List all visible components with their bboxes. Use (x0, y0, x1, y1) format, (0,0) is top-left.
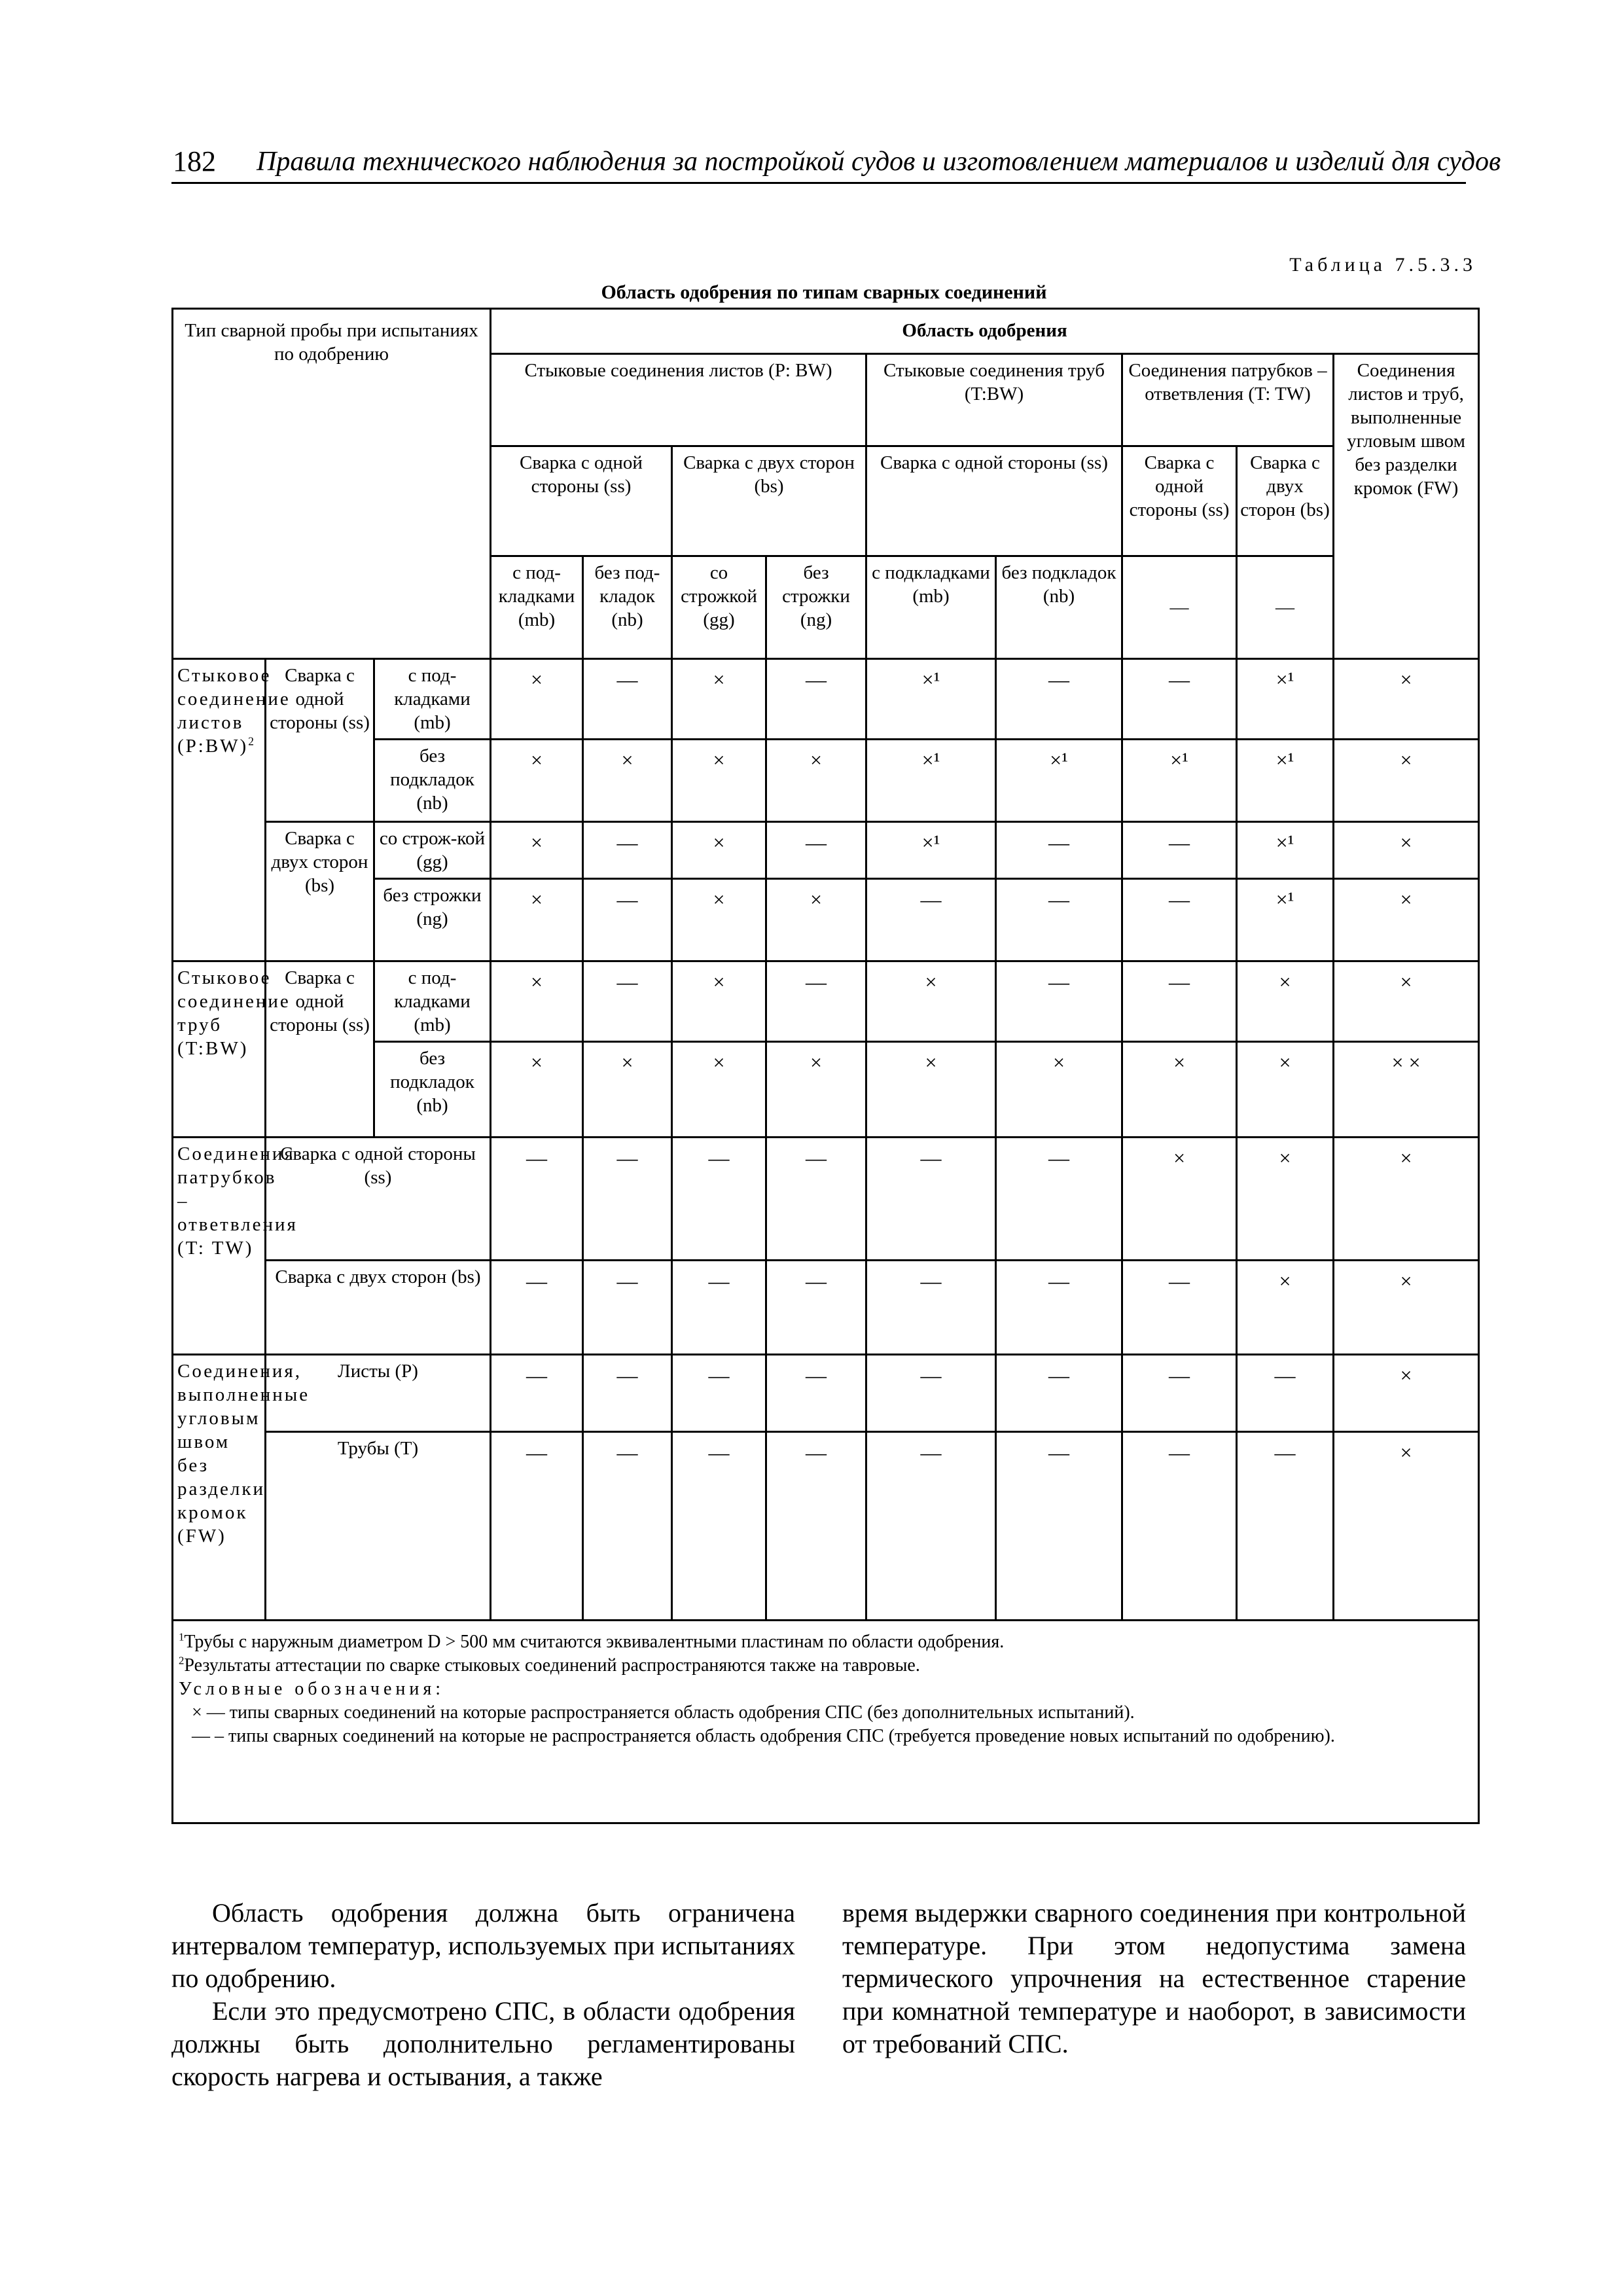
row-type-nb: без подкладок (nb) (374, 1042, 491, 1138)
cell: — (491, 1355, 583, 1432)
cell: — (583, 1261, 672, 1355)
cell: — (996, 1261, 1122, 1355)
cell: — (583, 1432, 672, 1621)
cell: × (672, 659, 766, 740)
cell: × (866, 1042, 996, 1138)
row-sub-pipes-ss: Сварка с одной стороны (ss) (266, 961, 374, 1138)
cell: × (1334, 1432, 1479, 1621)
row-type-gg: со строж-кой (gg) (374, 822, 491, 879)
cell: — (672, 1261, 766, 1355)
table-row (173, 1432, 1479, 1621)
col-header-nb: без под-кладок (nb) (583, 556, 672, 659)
cell: ×¹ (1237, 659, 1334, 740)
cell: × (491, 740, 583, 822)
row-sub-plates-ss: Сварка с одной стороны (ss) (266, 659, 374, 822)
cell: — (996, 961, 1122, 1042)
cell: × (766, 740, 866, 822)
group-plates-butt: Стыковые соединения листов (P: BW) (491, 354, 866, 446)
cell: — (1122, 822, 1237, 879)
row-sub-branch-bs: Сварка с двух сторон (bs) (266, 1261, 491, 1355)
legend-title: Условные обозначения: (179, 1679, 445, 1699)
col-header-branch-ss: — (1122, 556, 1237, 659)
group-branch: Соединения патрубков – ответвления (T: TW) (1122, 354, 1334, 446)
rowgroup-plates: Стыковое соединение листов (P:BW)$^2$ (173, 659, 266, 961)
note-2: $^2$Результаты аттестации по сварке стыковых соединений распространяются также на тавровые. (179, 1654, 920, 1676)
cell: — (866, 1261, 996, 1355)
legend-dash: — – типы сварных соединений на которые не распространяется область одобрения СПС (требуется проведение новых испытаний по одобрению). (192, 1726, 1335, 1746)
cell: × (491, 961, 583, 1042)
cell: ×¹ (866, 822, 996, 879)
cell: — (996, 879, 1122, 961)
cell: × (766, 879, 866, 961)
cell: — (1237, 1432, 1334, 1621)
cell: × (1334, 961, 1479, 1042)
paragraph: время выдержки сварного соединения при контрольной температуре. При этом недопустима замена термического упрочнения на естественное старение при комнатной температуре и наоборот, в зависимости от требований СПС. (842, 1898, 1466, 2058)
table-notes (173, 1621, 1479, 1823)
cell: × (1237, 961, 1334, 1042)
cell: ×¹ (1122, 740, 1237, 822)
cell: — (996, 822, 1122, 879)
cell: — (672, 1432, 766, 1621)
approval-table-container (171, 308, 1480, 1824)
cell: — (583, 879, 672, 961)
cell: — (1122, 1261, 1237, 1355)
row-sub-fillet-pipes: Трубы (T) (266, 1432, 491, 1621)
page-number: 182 (173, 145, 216, 177)
cell: × (1334, 1138, 1479, 1261)
row-sub-plates-bs: Сварка с двух сторон (bs) (266, 822, 374, 961)
table-number: Таблица 7.5.3.3 (1289, 254, 1476, 276)
cell: × (1122, 1138, 1237, 1261)
approval-table (171, 308, 1480, 1824)
table-row (173, 1355, 1479, 1432)
cell: — (1122, 1432, 1237, 1621)
cell: — (1122, 961, 1237, 1042)
cell: × (491, 822, 583, 879)
group-pipes-butt: Стыковые соединения труб (T:BW) (866, 354, 1122, 446)
cell: — (491, 1261, 583, 1355)
cell: — (583, 961, 672, 1042)
rowgroup-pipes: Стыковое соединение труб (T:BW) (173, 961, 266, 1138)
cell: × (866, 961, 996, 1042)
cell: — (491, 1432, 583, 1621)
paragraph: Область одобрения должна быть ограничена интервалом температур, используемых при испытаниях по одобрению. (171, 1898, 795, 1993)
col-header-pipe-nb: без подкладок (nb) (996, 556, 1122, 659)
table-row (173, 1261, 1479, 1355)
cell: — (1122, 659, 1237, 740)
subgroup-branch-ss: Сварка с одной стороны (ss) (1122, 446, 1237, 556)
cell: × (766, 1042, 866, 1138)
subgroup-pipes-ss: Сварка с одной стороны (ss) (866, 446, 1122, 556)
cell: × (491, 879, 583, 961)
cell: ×¹ (866, 740, 996, 822)
table-row (173, 961, 1479, 1042)
cell: × (996, 1042, 1122, 1138)
cell: — (766, 659, 866, 740)
table-row (173, 822, 1479, 879)
rowgroup-branch: Соединения патрубков – ответвления (T: TW) (173, 1138, 266, 1355)
row-type-ng: без строжки (ng) (374, 879, 491, 961)
cell: — (766, 1261, 866, 1355)
subgroup-plates-ss: Сварка с одной стороны (ss) (491, 446, 672, 556)
approval-area-header: Область одобрения (491, 309, 1479, 354)
cell: × (583, 740, 672, 822)
cell: — (766, 822, 866, 879)
subgroup-branch-bs: Сварка с двух сторон (bs) (1237, 446, 1334, 556)
cell: — (866, 1355, 996, 1432)
table-title: Область одобрения по типам сварных соединений (601, 281, 1047, 303)
cell: — (766, 961, 866, 1042)
cell: — (1237, 1355, 1334, 1432)
cell: — (766, 1432, 866, 1621)
cell: — (583, 1138, 672, 1261)
cell: × (1237, 1042, 1334, 1138)
col-header-ng: без строжки (ng) (766, 556, 866, 659)
cell: — (583, 822, 672, 879)
cell: × (1334, 659, 1479, 740)
cell: — (1122, 879, 1237, 961)
cell: — (672, 1138, 766, 1261)
cell: × (583, 1042, 672, 1138)
cell: × (1237, 1261, 1334, 1355)
col-header-branch-bs: — (1237, 556, 1334, 659)
corner-header: Тип сварной пробы при испытаниях по одобрению (173, 309, 491, 659)
cell: × (1334, 1355, 1479, 1432)
paragraph: Если это предусмотрено СПС, в области одобрения должны быть дополнительно регламентированы скорость нагрева и остывания, а также (171, 1996, 795, 2091)
cell: — (996, 1432, 1122, 1621)
rowgroup-fillet: Соединения, выполненные угловым швом без разделки кромок (FW) (173, 1355, 266, 1621)
cell: ×¹ (1237, 879, 1334, 961)
cell: × (1122, 1042, 1237, 1138)
row-sub-fillet-plates: Листы (P) (266, 1355, 491, 1432)
cell: — (583, 1355, 672, 1432)
cell: × (672, 822, 766, 879)
cell: ×¹ (1237, 740, 1334, 822)
cell: × (1334, 1261, 1479, 1355)
legend-x: × — типы сварных соединений на которые распространяется область одобрения СПС (без дополнительных испытаний). (192, 1702, 1135, 1723)
cell: × (672, 740, 766, 822)
col-header-mb: с под-кладками (mb) (491, 556, 583, 659)
col-header-pipe-mb: с подкладками (mb) (866, 556, 996, 659)
cell: × (1334, 879, 1479, 961)
cell: — (866, 879, 996, 961)
page-header (171, 145, 1501, 184)
cell: ×¹ (866, 659, 996, 740)
subgroup-plates-bs: Сварка с двух сторон (bs) (672, 446, 866, 556)
cell: — (866, 1138, 996, 1261)
cell: — (996, 1355, 1122, 1432)
table-row (173, 659, 1479, 740)
running-title: Правила технического наблюдения за постройкой судов и изготовлением материалов и изделий для судов (257, 147, 1501, 177)
note-1: $^1$Трубы с наружным диаметром D > 500 мм считаются эквивалентными пластинам по области одобрения. (179, 1630, 1005, 1652)
row-sub-branch-ss: Сварка с одной стороны (ss) (266, 1138, 491, 1261)
cell: × × (1334, 1042, 1479, 1138)
cell: — (766, 1355, 866, 1432)
group-fillet: Соединения листов и труб, выполненные угловым швом без разделки кромок (FW) (1334, 354, 1479, 659)
cell: — (672, 1355, 766, 1432)
cell: × (672, 879, 766, 961)
cell: — (766, 1138, 866, 1261)
cell: — (491, 1138, 583, 1261)
col-header-gg: со строжкой (gg) (672, 556, 766, 659)
cell: × (491, 659, 583, 740)
cell: — (996, 1138, 1122, 1261)
cell: × (1334, 822, 1479, 879)
row-type-mb: с под-кладками (mb) (374, 659, 491, 740)
row-type-mb: с под-кладками (mb) (374, 961, 491, 1042)
cell: — (1122, 1355, 1237, 1432)
cell: ×¹ (1237, 822, 1334, 879)
cell: × (1334, 740, 1479, 822)
row-type-nb: без подкладок (nb) (374, 740, 491, 822)
cell: × (672, 1042, 766, 1138)
cell: — (583, 659, 672, 740)
cell: × (1237, 1138, 1334, 1261)
body-column-left (171, 1897, 795, 2093)
cell: — (866, 1432, 996, 1621)
cell: ×¹ (996, 740, 1122, 822)
table-row (173, 1138, 1479, 1261)
cell: × (672, 961, 766, 1042)
cell: — (996, 659, 1122, 740)
body-column-right (842, 1897, 1466, 2060)
cell: × (491, 1042, 583, 1138)
